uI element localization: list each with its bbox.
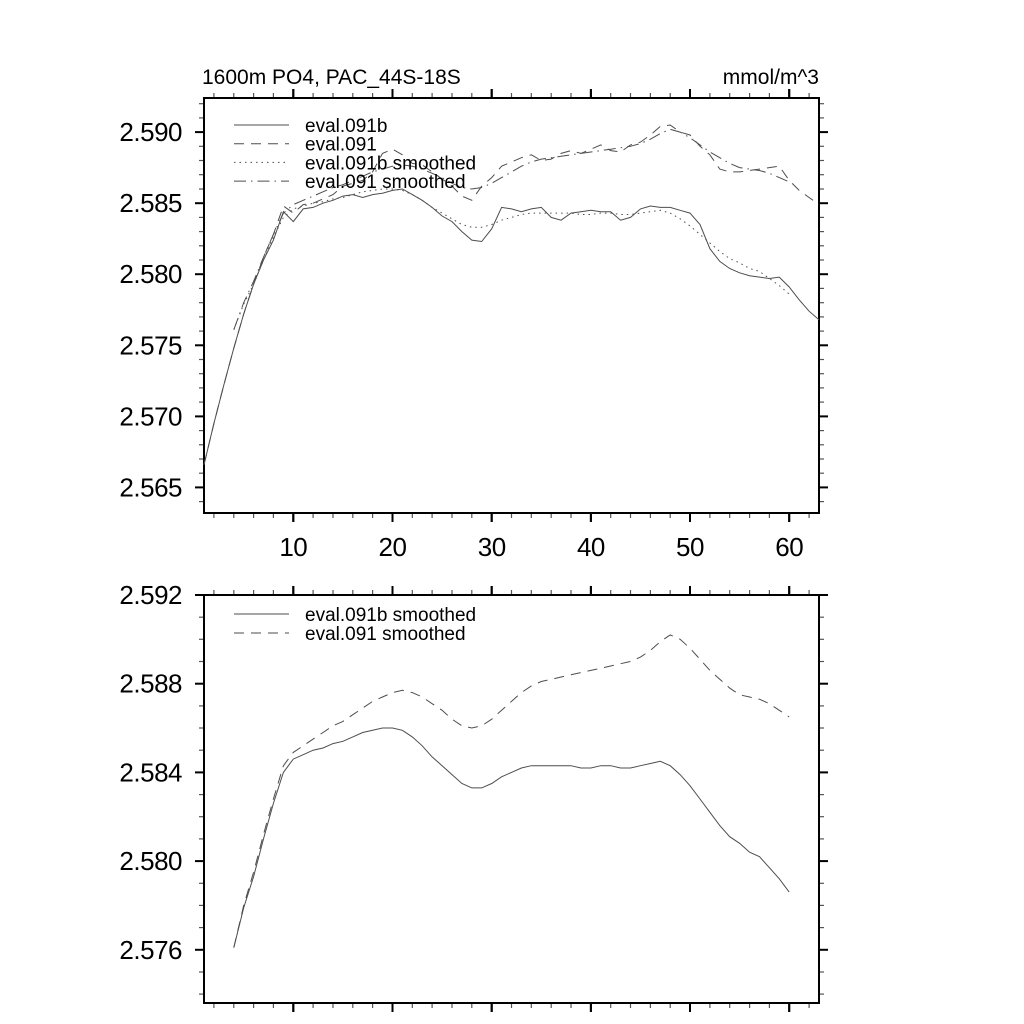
x-tick-label: 40 bbox=[576, 532, 605, 562]
legend-label: eval.091b smoothed bbox=[305, 605, 477, 626]
legend bbox=[234, 605, 476, 645]
chart-panel-top bbox=[119, 66, 828, 562]
x-tick-label: 50 bbox=[676, 532, 704, 562]
y-tick-label: 2.565 bbox=[119, 472, 182, 503]
plot-border bbox=[204, 595, 819, 1003]
y-tick-label: 2.590 bbox=[119, 117, 182, 148]
y-tick-labels bbox=[119, 580, 182, 965]
series-line-eval-091b-smoothed bbox=[234, 189, 789, 330]
y-tick-labels bbox=[119, 117, 182, 502]
x-tick-label: 60 bbox=[775, 532, 804, 562]
y-tick-label: 2.592 bbox=[119, 580, 182, 610]
units-label: mmol/m^3 bbox=[722, 66, 819, 89]
x-tick-label: 20 bbox=[378, 532, 407, 562]
y-tick-label: 2.580 bbox=[119, 846, 182, 877]
series-line-eval-091-smoothed bbox=[234, 635, 789, 948]
y-tick-label: 2.575 bbox=[119, 330, 182, 361]
y-tick-label: 2.576 bbox=[119, 934, 182, 965]
legend-label: eval.091 bbox=[305, 134, 377, 156]
y-tick-label: 2.588 bbox=[119, 668, 182, 699]
axis-ticks bbox=[195, 586, 828, 1012]
plot-border bbox=[204, 98, 819, 513]
y-tick-label: 2.580 bbox=[119, 259, 182, 290]
x-tick-label: 30 bbox=[477, 532, 506, 562]
series-line-eval-091b-smoothed bbox=[234, 728, 789, 948]
x-tick-labels bbox=[279, 532, 803, 562]
legend-label: eval.091 smoothed bbox=[305, 624, 466, 645]
axis-ticks bbox=[195, 89, 828, 522]
y-tick-label: 2.585 bbox=[119, 188, 182, 219]
legend-label: eval.091 smoothed bbox=[305, 172, 466, 194]
y-tick-label: 2.570 bbox=[119, 401, 182, 432]
chart-title: 1600m PO4, PAC_44S-18S bbox=[202, 66, 461, 89]
legend-label: eval.091b smoothed bbox=[305, 153, 477, 175]
legend bbox=[234, 116, 476, 193]
series-line-eval-091 bbox=[204, 125, 819, 465]
y-tick-label: 2.584 bbox=[119, 757, 182, 788]
series-line-eval-091b bbox=[204, 189, 819, 465]
chart-panel-bottom bbox=[119, 580, 828, 1012]
legend-label: eval.091b bbox=[305, 116, 388, 137]
x-tick-label: 10 bbox=[279, 532, 308, 562]
